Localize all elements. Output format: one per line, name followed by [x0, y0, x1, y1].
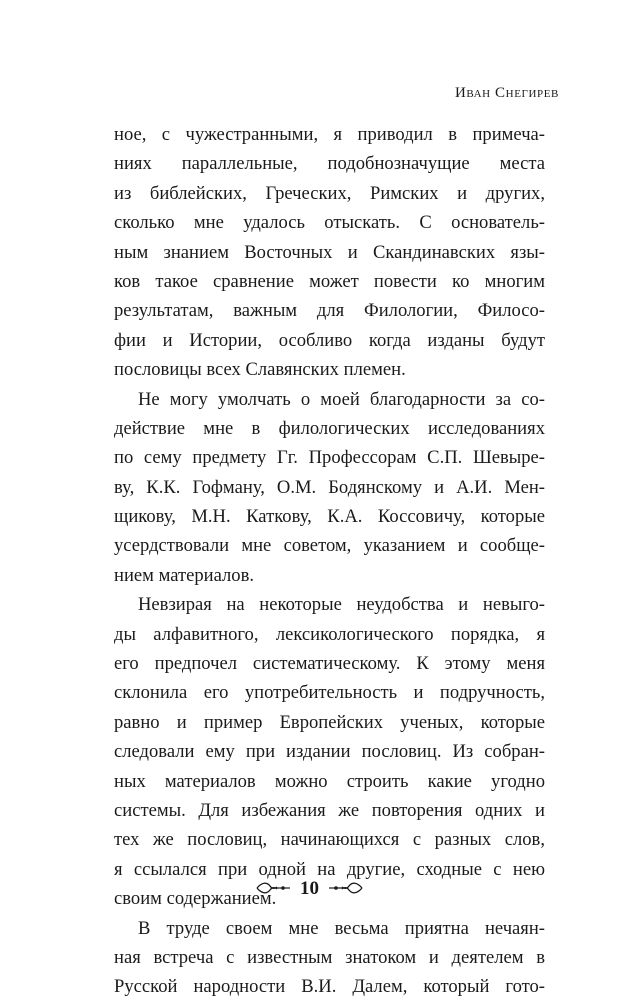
text-line: пословицы всех Славянских племен. — [114, 359, 406, 381]
text-line: склонила его употребительность и подручность, — [114, 682, 545, 704]
text-line: результатам, важным для Филологии, Филосо- — [114, 300, 545, 322]
page-number: 10 — [300, 877, 319, 899]
page-footer — [0, 876, 619, 900]
text-line: В труде своем мне весьма приятна нечаян- — [138, 917, 545, 939]
text-line: Не могу умолчать о моей благодарности за со- — [138, 388, 545, 410]
text-line: действие мне в филологических исследованиях — [114, 417, 545, 439]
text-line: равно и пример Европейских ученых, которые — [114, 711, 545, 733]
text-line: ды алфавитного, лексикологического порядка, я — [114, 623, 545, 645]
text-line: его предпочел систематическому. К этому меня — [114, 653, 545, 675]
text-line: ное, с чужестранными, я приводил в примеча- — [114, 124, 545, 145]
text-line: тех же пословиц, начинающихся с разных слов, — [114, 829, 545, 851]
text-line: усердствовали мне советом, указанием и сообще- — [114, 535, 545, 557]
text-line: сколько мне удалось отыскать. С основатель- — [114, 212, 545, 234]
text-line: нием материалов. — [114, 564, 255, 586]
running-header: Иван Снегирев — [454, 85, 559, 101]
text-line: щикову, М.Н. Каткову, К.А. Коссовичу, которые — [114, 506, 545, 528]
text-line: Невзирая на некоторые неудобства и невыго- — [138, 594, 545, 616]
body-text — [114, 120, 545, 1002]
text-line: я ссылался при одной на другие, сходные с нею — [114, 858, 545, 880]
text-line: ным знанием Восточных и Скандинавских язы- — [114, 241, 545, 263]
text-line: следовали ему при издании пословиц. Из собран- — [114, 741, 545, 763]
fleuron-right-icon — [327, 881, 363, 895]
text-line: ная встреча с известным знатоком и деятелем в — [114, 946, 545, 968]
text-line: Русской народности В.И. Далем, который гото- — [114, 976, 545, 998]
text-line: ниях параллельные, подобнозначущие места — [114, 153, 545, 175]
text-line: по сему предмету Гг. Профессорам С.П. Шевыре- — [114, 447, 545, 469]
text-line: системы. Для избежания же повторения одних и — [114, 799, 545, 821]
text-line: ков такое сравнение может повести ко многим — [114, 270, 545, 292]
fleuron-left-icon — [256, 881, 292, 895]
text-line: фии и Истории, особливо когда изданы будут — [114, 329, 545, 351]
text-line: ных материалов можно строить какие угодно — [114, 770, 545, 792]
text-line: из библейских, Греческих, Римских и других, — [114, 182, 545, 204]
text-line: своим содержанием. — [114, 888, 277, 910]
text-line: ву, К.К. Гофману, О.М. Бодянскому и А.И. Мен- — [114, 476, 545, 498]
